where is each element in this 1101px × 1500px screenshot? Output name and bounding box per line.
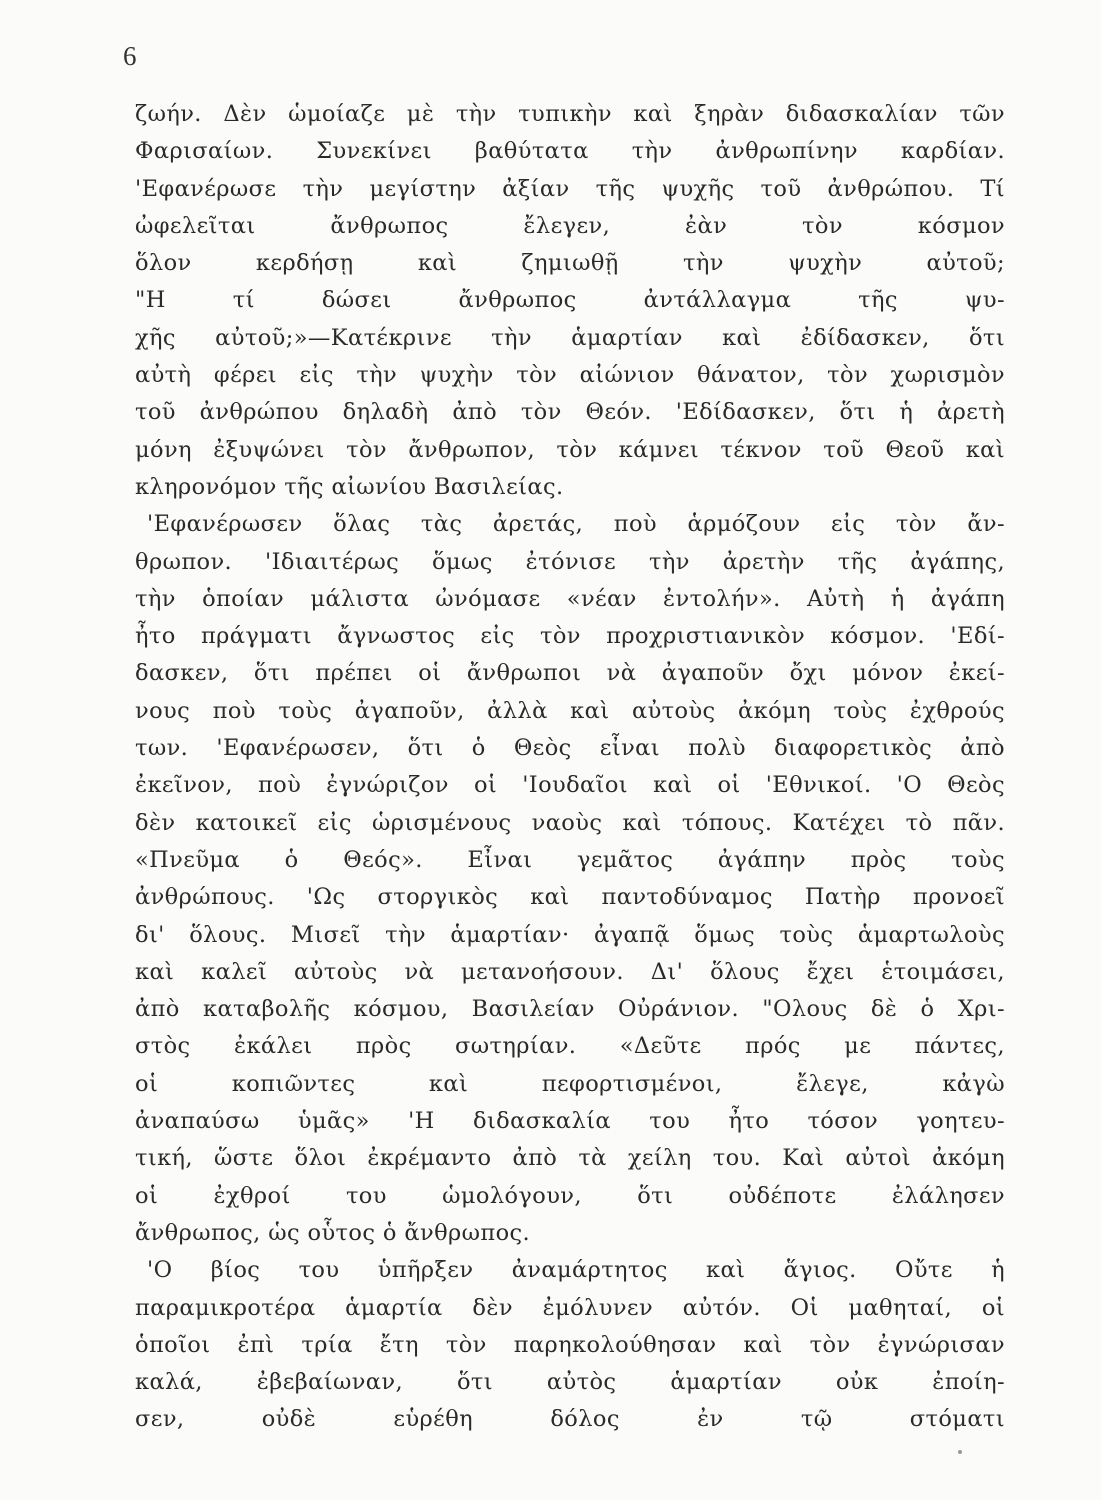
text-line: θρωπον. 'Ιδιαιτέρως ὅμως ἐτόνισε τὴν ἀρετὴν τῆς ἀγάπης, xyxy=(135,548,1005,575)
text-line: τική, ὥστε ὅλοι ἐκρέμαντο ἀπὸ τὰ χείλη του. Καὶ αὐτοὶ ἀκόμη xyxy=(135,1145,1005,1172)
text-line: αὐτὴ φέρει εἰς τὴν ψυχὴν τὸν αἰώνιον θάνατον, τὸν χωρισμὸν xyxy=(135,362,1005,389)
text-line: των. 'Εφανέρωσεν, ὅτι ὁ Θεὸς εἶναι πολὺ διαφορετικὸς ἀπὸ xyxy=(135,735,1005,762)
text-line: καλά, ἐβεβαίωναν, ὅτι αὐτὸς ἁμαρτίαν οὐκ ἐποίη- xyxy=(135,1369,1005,1396)
body-text xyxy=(135,96,1005,1439)
print-speck xyxy=(958,1450,962,1454)
text-line: ἀνθρώπους. 'Ως στοργικὸς καὶ παντοδύναμος Πατὴρ προνοεῖ xyxy=(135,884,1005,911)
text-line: τὴν ὁποίαν μάλιστα ὠνόμασε «νέαν ἐντολήν». Αὐτὴ ἡ ἀγάπη xyxy=(135,585,1005,612)
text-line: "Η τί δώσει ἄνθρωπος ἀντάλλαγμα τῆς ψυ- xyxy=(135,287,1005,314)
text-line: Φαρισαίων. Συνεκίνει βαθύτατα τὴν ἀνθρωπίνην καρδίαν. xyxy=(135,138,1005,165)
text-line: μόνη ἐξυψώνει τὸν ἄνθρωπον, τὸν κάμνει τέκνον τοῦ Θεοῦ καὶ xyxy=(135,436,1005,463)
text-line: παραμικροτέρα ἁμαρτία δὲν ἐμόλυνεν αὐτόν. Οἱ μαθηταί, οἱ xyxy=(135,1294,1005,1321)
text-line: ὅλον κερδήσῃ καὶ ζημιωθῇ τὴν ψυχὴν αὐτοῦ; xyxy=(135,250,1005,277)
text-line: κληρονόμον τῆς αἰωνίου Βασιλείας. xyxy=(135,473,564,500)
text-line: ζωήν. Δὲν ὡμοίαζε μὲ τὴν τυπικὴν καὶ ξηρὰν διδασκαλίαν τῶν xyxy=(135,101,1005,127)
text-line: δι' ὅλους. Μισεῖ τὴν ἁμαρτίαν· ἀγαπᾷ ὅμως τοὺς ἁμαρτωλοὺς xyxy=(135,921,1005,948)
text-line: δασκεν, ὅτι πρέπει οἱ ἄνθρωποι νὰ ἀγαποῦν ὄχι μόνον ἐκεί- xyxy=(135,660,1005,687)
text-line: ὁποῖοι ἐπὶ τρία ἔτη τὸν παρηκολούθησαν καὶ τὸν ἐγνώρισαν xyxy=(135,1331,1005,1358)
text-line: 'Εφανέρωσεν ὅλας τὰς ἀρετάς, ποὺ ἁρμόζουν εἰς τὸν ἄν- xyxy=(147,511,1005,538)
text-line: οἱ κοπιῶντες καὶ πεφορτισμένοι, ἔλεγε, κἀγὼ xyxy=(135,1070,1005,1097)
text-line: 'Ο βίος του ὑπῆρξεν ἀναμάρτητος καὶ ἅγιος. Οὔτε ἡ xyxy=(147,1257,1005,1284)
page-number: 6 xyxy=(123,41,137,71)
text-line: οἱ ἐχθροί του ὡμολόγουν, ὅτι οὐδέποτε ἐλάλησεν xyxy=(135,1182,1005,1209)
text-line: σεν, οὐδὲ εὑρέθη δόλος ἐν τῷ στόματι xyxy=(135,1406,1005,1433)
text-line: νους ποὺ τοὺς ἀγαποῦν, ἀλλὰ καὶ αὐτοὺς ἀκόμη τοὺς ἐχθρούς xyxy=(135,697,1005,724)
text-line: χῆς αὐτοῦ;»—Κατέκρινε τὴν ἁμαρτίαν καὶ ἐδίδασκεν, ὅτι xyxy=(135,324,1005,351)
text-line: ἄνθρωπος, ὡς οὗτος ὁ ἄνθρωπος. xyxy=(135,1219,531,1246)
text-line: ἀναπαύσω ὑμᾶς» 'Η διδασκαλία του ἦτο τόσον γοητευ- xyxy=(135,1108,1005,1135)
text-line: καὶ καλεῖ αὐτοὺς νὰ μετανοήσουν. Δι' ὅλους ἔχει ἑτοιμάσει, xyxy=(135,958,1005,985)
text-line: 'Εφανέρωσε τὴν μεγίστην ἀξίαν τῆς ψυχῆς τοῦ ἀνθρώπου. Τί xyxy=(135,175,1005,202)
text-line: ἐκεῖνον, ποὺ ἐγνώριζον οἱ 'Ιουδαῖοι καὶ οἱ 'Εθνικοί. 'Ο Θεὸς xyxy=(135,772,1005,799)
text-line: δὲν κατοικεῖ εἰς ὡρισμένους ναοὺς καὶ τόπους. Κατέχει τὸ πᾶν. xyxy=(135,809,1005,836)
text-line: ἦτο πράγματι ἄγνωστος εἰς τὸν προχριστιανικὸν κόσμον. 'Εδί- xyxy=(135,623,1005,650)
text-line: «Πνεῦμα ὁ Θεός». Εἶναι γεμᾶτος ἀγάπην πρὸς τοὺς xyxy=(135,846,1005,873)
text-line: τοῦ ἀνθρώπου δηλαδὴ ἀπὸ τὸν Θεόν. 'Εδίδασκεν, ὅτι ἡ ἀρετὴ xyxy=(135,399,1005,426)
text-line: ὠφελεῖται ἄνθρωπος ἔλεγεν, ἐὰν τὸν κόσμον xyxy=(135,212,1005,239)
text-line: στὸς ἐκάλει πρὸς σωτηρίαν. «Δεῦτε πρός με πάντες, xyxy=(135,1033,1005,1060)
text-line: ἀπὸ καταβολῆς κόσμου, Βασιλείαν Οὐράνιον. "Ολους δὲ ὁ Χρι- xyxy=(135,996,1005,1023)
